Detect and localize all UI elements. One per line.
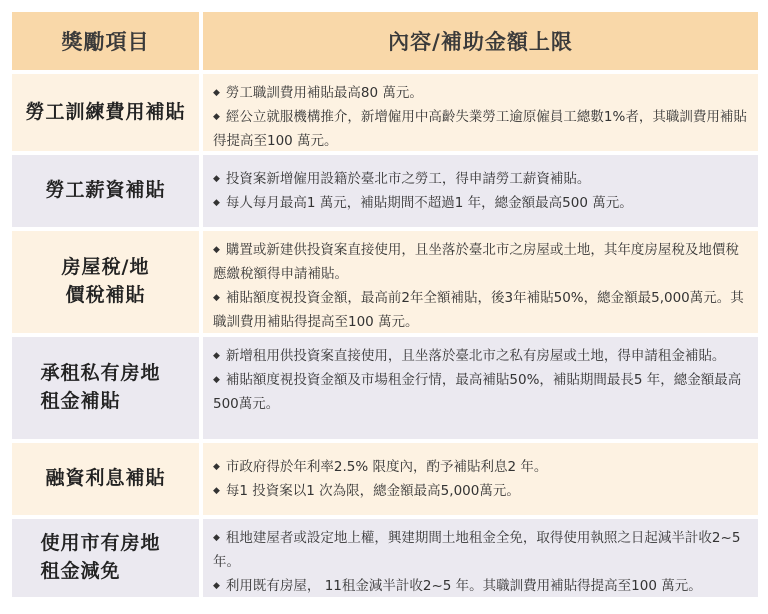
bullet-item: ◆ 每1 投資案以1 次為限，總金額最高5,000萬元。 bbox=[213, 483, 520, 499]
bullet-item: ◆ 投資案新增僱用設籍於臺北市之勞工，得申請勞工薪資補貼。 bbox=[213, 171, 591, 187]
row-category: 融資利息補貼 bbox=[12, 443, 199, 515]
bullet-item: ◆ 購置或新建供投資案直接使用，且坐落於臺北市之房屋或土地，其年度房屋稅及地價稅應繳稅額得申請補貼。 bbox=[213, 242, 739, 282]
bullet-item: ◆ 租地建屋者或設定地上權，興建期間土地租金全免，取得使用執照之日起減半計收2~5 年。 bbox=[213, 530, 741, 570]
bullet-item: ◆ 補貼額度視投資金額，最高前2年全額補貼，後3年補貼50%，總金額最5,000萬元。其職訓費用補貼得提高至100 萬元。 bbox=[213, 290, 744, 330]
diamond-icon: ◆ bbox=[213, 245, 220, 255]
row-content bbox=[203, 155, 758, 227]
bullet-item: ◆ 每人每月最高1 萬元，補貼期間不超過1 年，總金額最高500 萬元。 bbox=[213, 195, 633, 211]
row-content bbox=[203, 519, 758, 597]
row-content bbox=[203, 74, 758, 151]
bullet-item: ◆ 經公立就服機構推介，新增僱用中高齡失業勞工逾原僱員工總數1%者，其職訓費用補貼得提高至100 萬元。 bbox=[213, 109, 747, 149]
bullet-item: ◆ 利用既有房屋， 11租金減半計收2~5 年。其職訓費用補貼得提高至100 萬元。 bbox=[213, 578, 702, 594]
diamond-icon: ◆ bbox=[213, 351, 220, 361]
row-content bbox=[203, 231, 758, 333]
diamond-icon: ◆ bbox=[213, 486, 220, 496]
diamond-icon: ◆ bbox=[213, 198, 220, 208]
row-category: 勞工訓練費用補貼 bbox=[12, 74, 199, 151]
diamond-icon: ◆ bbox=[213, 174, 220, 184]
diamond-icon: ◆ bbox=[213, 88, 220, 98]
bullet-item: ◆ 勞工職訓費用補貼最高80 萬元。 bbox=[213, 85, 423, 101]
header-item: 獎勵項目 bbox=[12, 12, 199, 70]
row-content bbox=[203, 443, 758, 515]
diamond-icon: ◆ bbox=[213, 375, 220, 385]
row-category: 勞工薪資補貼 bbox=[12, 155, 199, 227]
incentive-table bbox=[12, 12, 758, 597]
bullet-item: ◆ 新增租用供投資案直接使用，且坐落於臺北市之私有房屋或土地，得申請租金補貼。 bbox=[213, 348, 726, 364]
diamond-icon: ◆ bbox=[213, 112, 220, 122]
row-category: 承租私有房地租金補貼 bbox=[12, 337, 199, 439]
diamond-icon: ◆ bbox=[213, 293, 220, 303]
diamond-icon: ◆ bbox=[213, 533, 220, 543]
bullet-item: ◆ 市政府得於年利率2.5% 限度內，酌予補貼利息2 年。 bbox=[213, 459, 548, 475]
diamond-icon: ◆ bbox=[213, 462, 220, 472]
header-content: 內容/補助金額上限 bbox=[203, 12, 758, 70]
row-category: 使用市有房地租金減免 bbox=[12, 519, 199, 597]
row-content bbox=[203, 337, 758, 439]
diamond-icon: ◆ bbox=[213, 581, 220, 591]
row-category: 房屋稅/地價稅補貼 bbox=[12, 231, 199, 333]
bullet-item: ◆ 補貼額度視投資金額及市場租金行情，最高補貼50%，補貼期間最長5 年，總金額最高500萬元。 bbox=[213, 372, 742, 412]
